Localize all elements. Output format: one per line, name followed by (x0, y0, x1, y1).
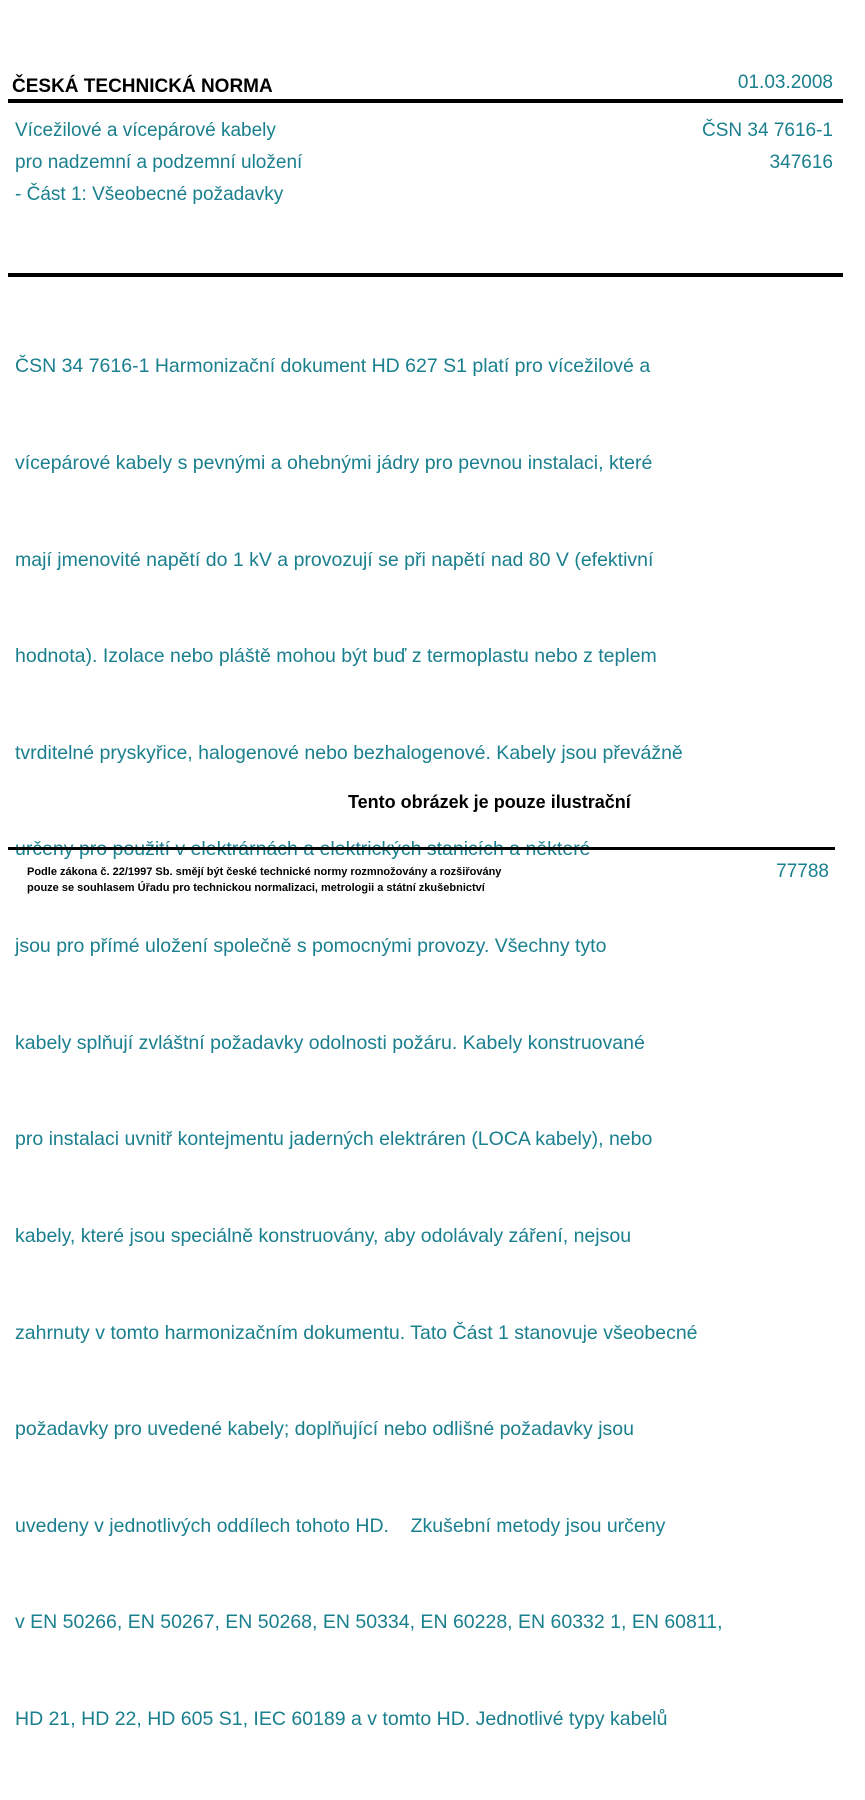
standard-title-line: pro nadzemní a podzemní uložení (15, 152, 303, 173)
abstract-line: uvedeny v jednotlivých oddílech tohoto HD. Zkušební metody jsou určeny (15, 1514, 666, 1537)
abstract-line: mají jmenovité napětí do 1 kV a provozují se při napětí nad 80 V (efektivní (15, 548, 654, 571)
illustration-note: Tento obrázek je pouze ilustrační (348, 792, 631, 812)
header-divider (8, 99, 843, 103)
abstract-line: ČSN 34 7616-1 Harmonizační dokument HD 627 S1 platí pro vícežilové a (15, 355, 651, 378)
standard-identifiers (702, 115, 833, 179)
document-header-title: ČESKÁ TECHNICKÁ NORMA (12, 76, 273, 97)
abstract-line: jsou pro přímé uložení společně s pomocnými provozy. Všechny tyto (15, 935, 607, 958)
abstract-line: kabely, které jsou speciálně konstruovány, aby odolávaly záření, nejsou (15, 1224, 632, 1247)
class-number: 347616 (769, 152, 833, 173)
catalog-number: 77788 (776, 861, 829, 882)
standard-title-line: - Část 1: Všeobecné požadavky (15, 184, 284, 205)
publication-date: 01.03.2008 (737, 72, 833, 93)
section-divider (8, 273, 843, 277)
abstract-text (15, 286, 723, 1800)
standard-title-line: Vícežilové a vícepárové kabely (15, 120, 276, 141)
abstract-line: kabely splňují zvláštní požadavky odolnosti požáru. Kabely konstruované (15, 1031, 645, 1054)
abstract-line: pro instalaci uvnitř kontejmentu jaderných elektráren (LOCA kabely), nebo (15, 1128, 653, 1151)
footer-divider (8, 847, 835, 850)
abstract-line: v EN 50266, EN 50267, EN 50268, EN 50334, EN 60228, EN 60332 1, EN 60811, (15, 1611, 723, 1634)
copyright-notice (27, 864, 501, 896)
abstract-line: HD 21, HD 22, HD 605 S1, IEC 60189 a v tomto HD. Jednotlivé typy kabelů (15, 1707, 668, 1730)
abstract-line: vícepárové kabely s pevnými a ohebnými jádry pro pevnou instalaci, které (15, 452, 653, 475)
standard-code: ČSN 34 7616-1 (702, 120, 833, 141)
abstract-line: zahrnuty v tomto harmonizačním dokumentu. Tato Část 1 stanovuje všeobecné (15, 1321, 698, 1344)
standard-title (15, 115, 302, 211)
abstract-line: tvrditelné pryskyřice, halogenové nebo bezhalogenové. Kabely jsou převážně (15, 741, 683, 764)
abstract-line: hodnota). Izolace nebo pláště mohou být buď z termoplastu nebo z teplem (15, 645, 657, 668)
copyright-line: Podle zákona č. 22/1997 Sb. smějí být české technické normy rozmnožovány a rozšiřovány (27, 866, 502, 878)
copyright-line: pouze se souhlasem Úřadu pro technickou normalizaci, metrologii a státní zkušebnictví (27, 882, 485, 894)
abstract-line: požadavky pro uvedené kabely; doplňující nebo odlišné požadavky jsou (15, 1418, 635, 1441)
